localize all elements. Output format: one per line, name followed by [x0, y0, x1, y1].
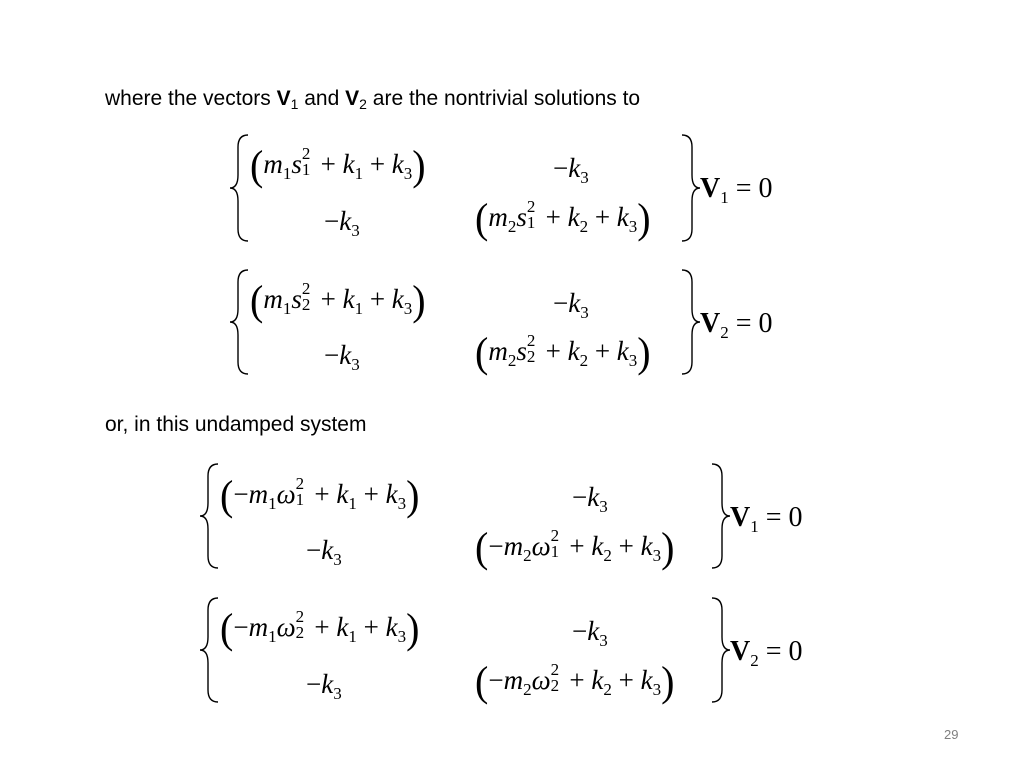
matrix-omega2-row2-left: $-k_3$ — [306, 669, 342, 703]
left-brace-icon — [198, 462, 220, 570]
left-brace-icon — [228, 133, 250, 243]
matrix-omega2-row1-left: ($-m_1\omega$ 2 2 + $k_1 + k_3$) — [220, 604, 420, 653]
matrix-s2-row2-right: ($m_2s$ 2 2 + $k_2 + k_3$) — [475, 328, 651, 377]
equation-omega1-rhs: $V_1 = 0$ — [730, 502, 803, 536]
matrix-omega2-row2-right: ($-m_2\omega$ 2 2 + $k_2 + k_3$) — [475, 657, 675, 706]
undamped-text: or, in this undamped system — [105, 413, 367, 436]
right-brace-icon — [680, 268, 702, 376]
matrix-omega1-row2-right: ($-m_2\omega$ 2 1 + $k_2 + k_3$) — [475, 523, 675, 572]
vector-v1-label: V — [276, 87, 291, 110]
page-number: 29 — [944, 727, 959, 742]
vector-v1-subscript: 1 — [290, 96, 299, 112]
left-brace-icon — [228, 268, 250, 376]
matrix-omega1-row1-left: ($-m_1\omega$ 2 1 + $k_1 + k_3$) — [220, 471, 420, 520]
intro-text-and: and — [298, 87, 346, 110]
matrix-omega1-row2-left: $-k_3$ — [306, 535, 342, 569]
intro-text-end: are the nontrivial solutions to — [366, 87, 641, 110]
matrix-omega1-row1-right: $-k_3$ — [572, 482, 608, 516]
matrix-s2-row1-right: $-k_3$ — [553, 288, 589, 322]
intro-paragraph — [105, 87, 640, 111]
equation-omega2-rhs: $V_2 = 0$ — [730, 636, 803, 670]
vector-v2-subscript: 2 — [359, 96, 367, 112]
matrix-s1-row2-left: $-k_3$ — [324, 206, 360, 240]
matrix-s2-row1-left: ($m_1s$ 2 2 + $k_1 + k_3$) — [250, 276, 426, 325]
right-brace-icon — [710, 596, 732, 704]
equation-s2-rhs: $V_2 = 0$ — [700, 308, 773, 342]
matrix-s2-row2-left: $-k_3$ — [324, 340, 360, 374]
right-brace-icon — [680, 133, 702, 243]
left-brace-icon — [198, 596, 220, 704]
right-brace-icon — [710, 462, 732, 570]
matrix-s1-row1-left: ($m_1s$ 2 1 + $k_1 + k_3$) — [250, 141, 426, 190]
intro-text-start: where the vectors — [105, 87, 277, 110]
vector-v2-label: V — [345, 87, 360, 110]
matrix-s1-row1-right: $-k_3$ — [553, 153, 589, 187]
matrix-omega2-row1-right: $-k_3$ — [572, 616, 608, 650]
equation-s1-rhs: $V_1 = 0$ — [700, 173, 773, 207]
matrix-s1-row2-right: ($m_2s$ 2 1 + $k_2 + k_3$) — [475, 194, 651, 243]
